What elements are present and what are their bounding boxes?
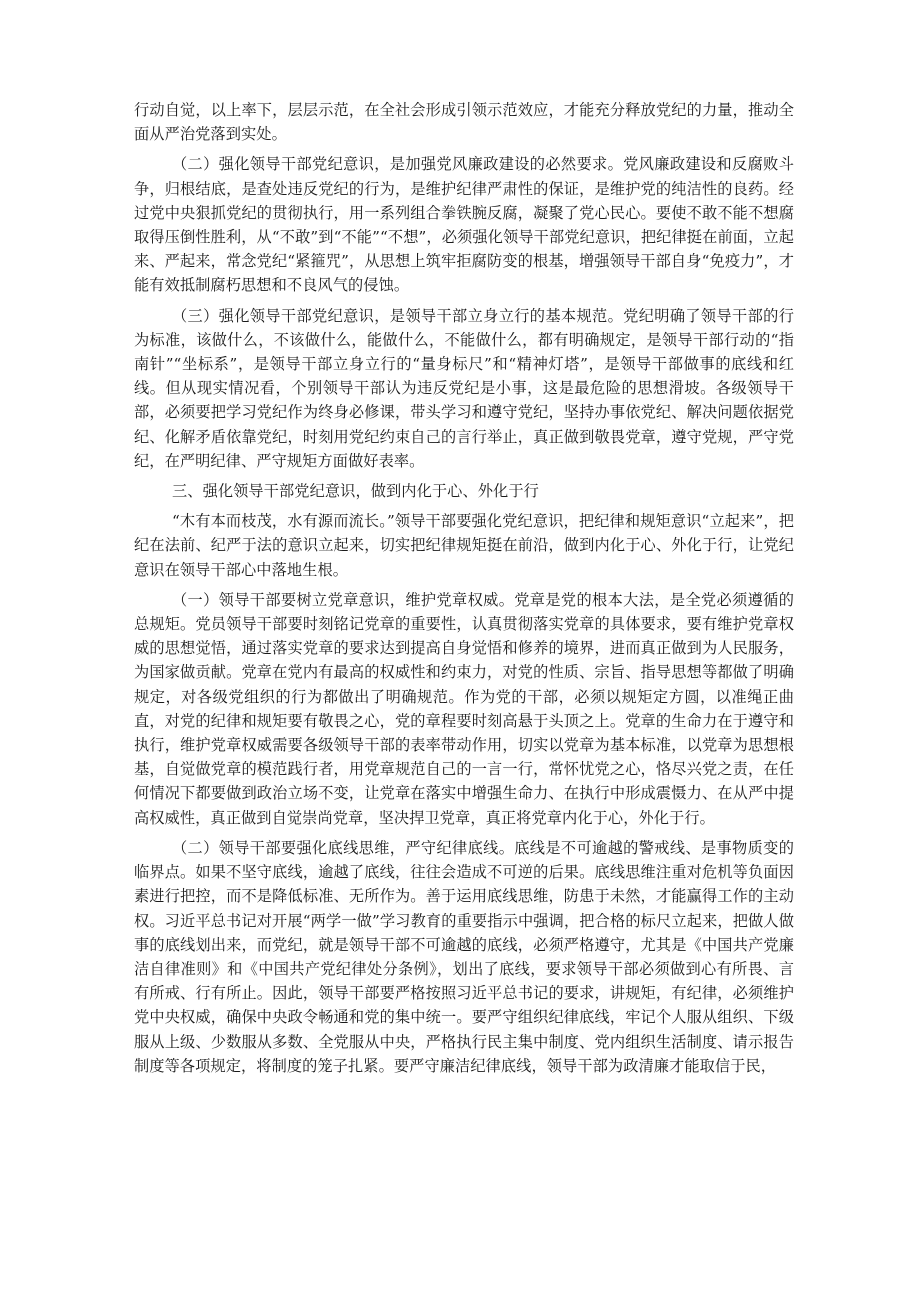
paragraph-section-2-2: （二）强化领导干部党纪意识，是加强党风廉政建设的必然要求。党风廉政建设和反腐败斗争，归根结底，是查处违反党纪的行为，是维护纪律严肃性的保证，是维护党的纯洁性的良药。经过党中央狠抓党纪的贯彻执行，用一系列组合拳铁腕反腐，凝聚了党心民心。要使不敢不能不想腐取得压倒性胜利，从“不敢”到“不能”“不想”，必须强化领导干部党纪意识，把纪律挺在前面，立起来、严起来，常念党纪“紧箍咒”，从思想上筑牢拒腐防变的根基，增强领导干部自身“免疫力”，才能有效抵制腐朽思想和不良风气的侵蚀。 — [134, 155, 794, 295]
paragraph-continuation: 行动自觉，以上率下，层层示范，在全社会形成引领示范效应，才能充分释放党纪的力量，推动全面从严治党落到实处。 — [134, 101, 794, 144]
paragraph-section-2-3: （三）强化领导干部党纪意识，是领导干部立身立行的基本规范。党纪明确了领导干部的行为标准，该做什么，不该做什么，能做什么，不能做什么，都有明确规定，是领导干部行动的“指南针”“坐标系”，是领导干部立身立行的“量身标尺”和“精神灯塔”，是领导干部做事的底线和红线。但从现实情况看，个别领导干部认为违反党纪是小事，这是最危险的思想滑坡。各级领导干部，必须要把学习党纪作为终身必修课，带头学习和遵守党纪，坚持办事依党纪、解决问题依据党纪、化解矛盾依靠党纪，时刻用党纪约束自己的言行举止，真正做到敬畏党章，遵守党规，严守党纪，在严明纪律、严守规矩方面做好表率。 — [134, 306, 794, 470]
section-heading-3: 三、强化领导干部党纪意识，做到内化于心、外化于行 — [172, 482, 539, 501]
paragraph-section-3-2: （二）领导干部要强化底线思维，严守纪律底线。底线是不可逾越的警戒线、是事物质变的临界点。如果不坚守底线，逾越了底线，往往会造成不可逆的后果。底线思维注重对危机等负面因素进行把控，而不是降低标准、无所作为。善于运用底线思维，防患于未然，才能赢得工作的主动权。习近平总书记对开展“两学一做”学习教育的重要指示中强调，把合格的标尺立起来，把做人做事的底线划出来，而党纪，就是领导干部不可逾越的底线，必须严格遵守，尤其是《中国共产党廉洁自律准则》和《中国共产党纪律处分条例》，划出了底线，要求领导干部必须做到心有所畏、言有所戒、行有所止。因此，领导干部要严格按照习近平总书记的要求，讲规矩，有纪律，必须维护党中央权威，确保中央政令畅通和党的集中统一。要严守组织纪律底线，牢记个人服从组织、下级服从上级、少数服从多数、全党服从中央，严格执行民主集中制度、党内组织生活制度、请示报告制度等各项规定，将制度的笼子扎紧。要严守廉洁纪律底线，领导干部为政清廉才能取信于民， — [134, 838, 794, 1075]
paragraph-section-3-intro: “木有本而枝茂，水有源而流长。”领导干部要强化党纪意识，把纪律和规矩意识“立起来”，把纪在法前、纪严于法的意识立起来，切实把纪律规矩挺在前沿，做到内化于心、外化于行，让党纪意识在领导干部心中落地生根。 — [134, 512, 794, 579]
paragraph-section-3-1: （一）领导干部要树立党章意识，维护党章权威。党章是党的根本大法，是全党必须遵循的总规矩。党员领导干部要时刻铭记党章的重要性，认真贯彻落实党章的具体要求，要有维护党章权威的思想觉悟，通过落实党章的要求达到提高自身觉悟和修养的境界，进而真正做到为人民服务，为国家做贡献。党章在党内有最高的权威性和约束力，对党的性质、宗旨、指导思想等都做了明确规定，对各级党组织的行为都做出了明确规范。作为党的干部，必须以规矩定方圆，以准绳正曲直，对党的纪律和规矩要有敬畏之心，党的章程要时刻高悬于头顶之上。党章的生命力在于遵守和执行，维护党章权威需要各级领导干部的表率带动作用，切实以党章为基本标准，以党章为思想根基，自觉做党章的模范践行者，用党章规范自己的一言一行，常怀忧党之心，恪尽兴党之责，在任何情况下都要做到政治立场不变，让党章在落实中增强生命力、在执行中形成震慑力、在从严中提高权威性，真正做到自觉崇尚党章，坚决捍卫党章，真正将党章内化于心，外化于行。 — [134, 590, 794, 827]
document-page — [134, 98, 794, 1084]
